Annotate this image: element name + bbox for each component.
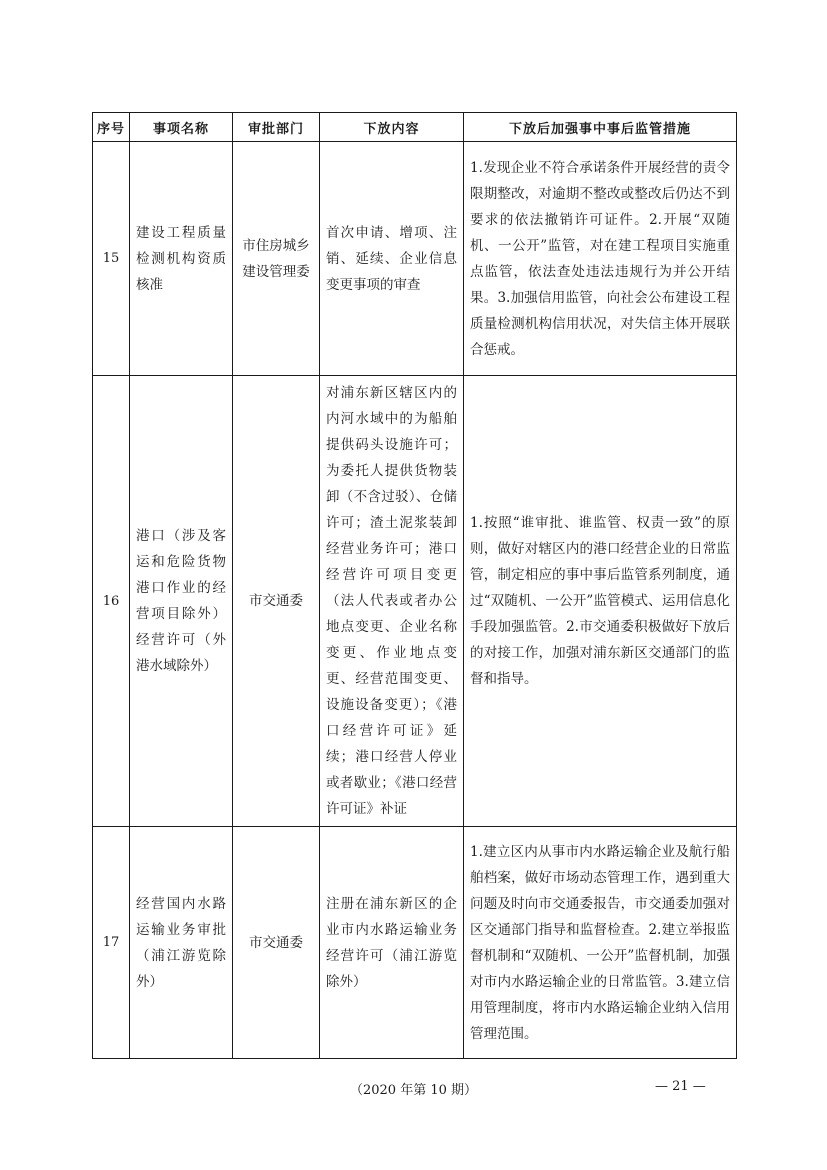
row-measures: 1.按照“谁审批、谁监管、权责一致”的原则，做好对辖区内的港口经营企业的日常监管，制定相应的事中事后监管系列制度，通过“双随机、一公开”监管模式、运用信息化手段加强监管。2.市交通委积极做好下放后的对接工作，加强对浦东新区交通部门的监督和指导。 — [470, 515, 730, 687]
table-header-row — [93, 113, 737, 142]
row-content-cell — [320, 376, 464, 827]
row-dept: 市交通委 — [249, 934, 303, 951]
approval-items-table — [92, 112, 737, 1059]
header-content: 下放内容 — [320, 113, 464, 142]
row-measures-cell — [464, 142, 737, 376]
row-dept: 市交通委 — [249, 593, 303, 609]
header-name: 事项名称 — [130, 113, 233, 142]
table-row — [93, 376, 737, 827]
row-measures-cell — [464, 376, 737, 827]
row-name: 港口（涉及客运和危险货物港口作业的经营项目除外）经营许可（外港水域除外） — [136, 528, 226, 674]
table-row — [93, 142, 737, 376]
row-name: 建设工程质量检测机构资质核准 — [136, 224, 226, 293]
row-measures-cell — [464, 827, 737, 1059]
row-name-cell — [130, 376, 233, 827]
row-name-cell — [130, 827, 233, 1059]
row-name-cell — [130, 142, 233, 376]
row-content-cell — [320, 142, 464, 376]
header-no: 序号 — [93, 113, 130, 142]
row-name: 经营国内水路运输业务审批（浦江游览除外） — [136, 895, 226, 990]
row-dept-cell — [233, 142, 320, 376]
row-content-cell — [320, 827, 464, 1059]
row-no: 17 — [93, 827, 130, 1059]
row-content: 对浦东新区辖区内的内河水域中的为船舶提供码头设施许可；为委托人提供货物装卸（不含过驳）、仓储许可；渣土泥浆装卸经营业务许可；港口经营许可项目变更（法人代表或者办公地点变更、企业名称变更、作业地点变更、经营范围变更、设施设备变更）；《港口经营许可证》延续；港口经营人停业或者歇业；《港口经营许可证》补证 — [326, 385, 457, 817]
row-content: 首次申请、增项、注销、延续、企业信息变更事项的审查 — [326, 224, 457, 293]
header-dept: 审批部门 — [233, 113, 320, 142]
row-no: 16 — [93, 376, 130, 827]
row-measures: 1.建立区内从事市内水路运输企业及航行船舶档案，做好市场动态管理工作，遇到重大问题及时向市交通委报告，市交通委加强对区交通部门指导和监督检查。2.建立举报监督机制和“双随机、一公开”监督机制，加强对市内水路运输企业的日常监管。3.建立信用管理制度，将市内水路运输企业纳入信用管理范围。 — [470, 843, 730, 1042]
row-no: 15 — [93, 142, 130, 376]
row-content: 注册在浦东新区的企业市内水路运输业务经营许可（浦江游览除外） — [326, 895, 457, 990]
page-number: — 21 — — [655, 1079, 706, 1094]
table-row — [93, 827, 737, 1059]
issue-label: （2020 年第 10 期） — [349, 1083, 478, 1098]
row-dept-cell — [233, 827, 320, 1059]
row-dept: 市住房城乡建设管理委 — [242, 237, 310, 280]
row-measures: 1.发现企业不符合承诺条件开展经营的责令限期整改，对逾期不整改或整改后仍达不到要求的依法撤销许可证件。2.开展“双随机、一公开”监管，对在建工程项目实施重点监管，依法查处违法违规行为并公开结果。3.加强信用监管，向社会公布建设工程质量检测机构信用状况，对失信主体开展联合惩戒。 — [470, 159, 730, 358]
row-dept-cell — [233, 376, 320, 827]
header-measures: 下放后加强事中事后监管措施 — [464, 113, 737, 142]
